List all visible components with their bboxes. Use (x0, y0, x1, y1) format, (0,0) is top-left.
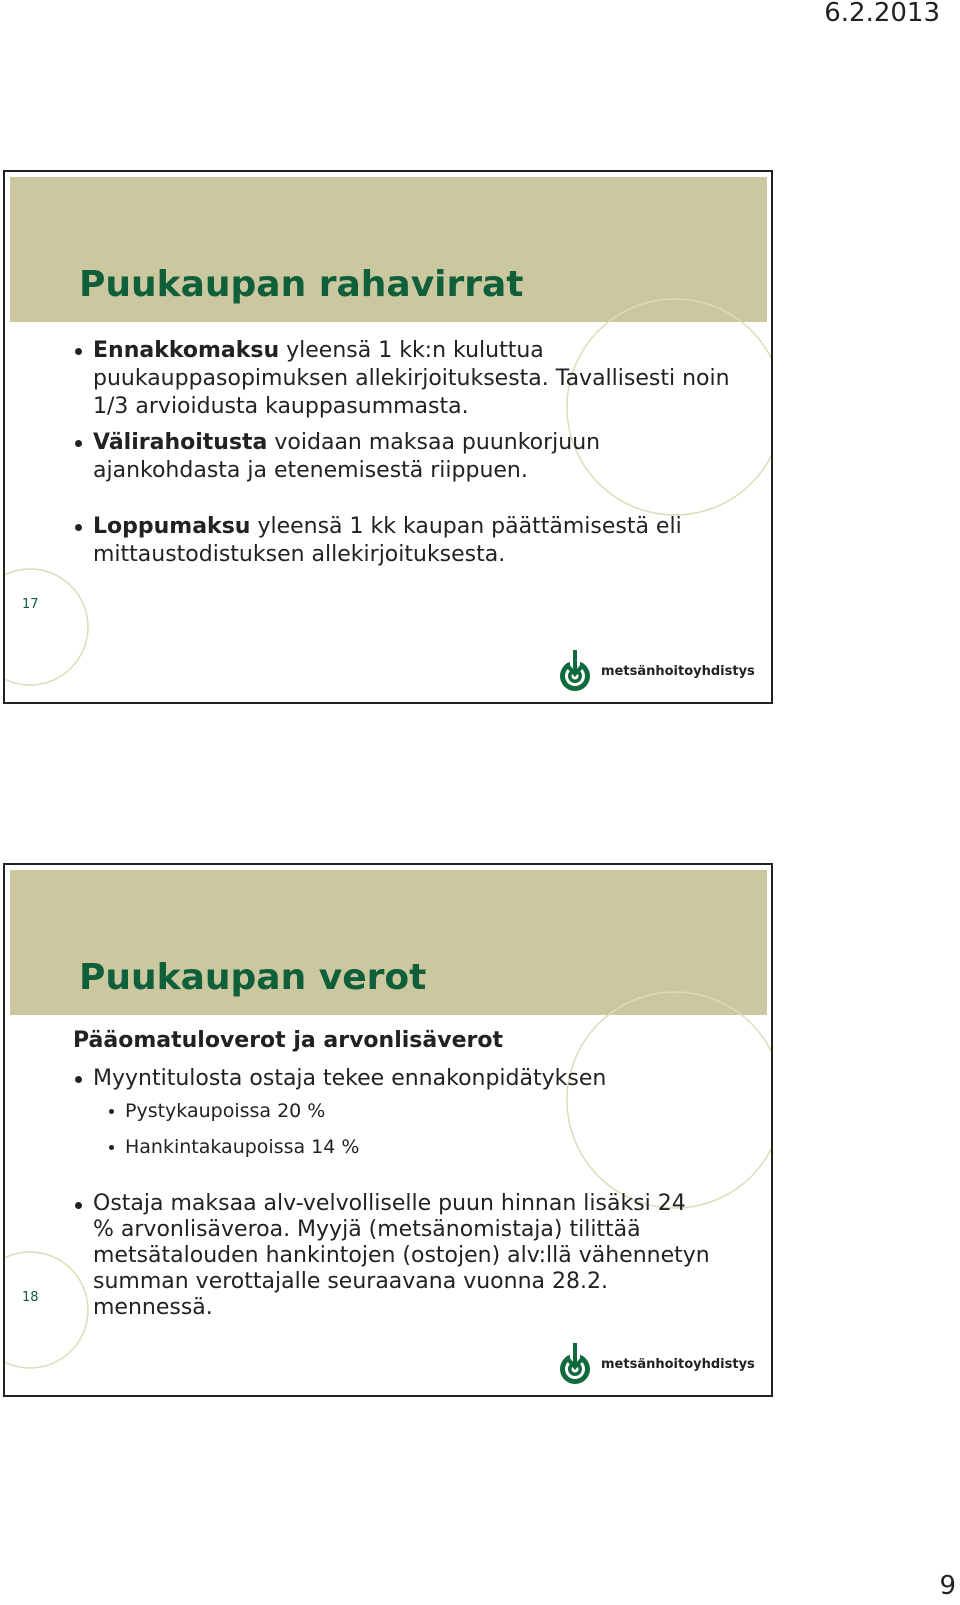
logo-icon (557, 1343, 593, 1385)
logo: metsänhoitoyhdistys (557, 1343, 755, 1385)
logo-icon (557, 650, 593, 692)
date: 6.2.2013 (824, 0, 940, 28)
page-number: 9 (939, 1571, 956, 1601)
bullet: Ennakkomaksu yleensä 1 kk:n kuluttua puukauppasopimuksen allekirjoituksesta. Tavallisesti noin 1/3 arvioidusta kauppasummasta. (73, 337, 733, 421)
bullet: Välirahoitusta voidaan maksaa puunkorjuun ajankohdasta ja etenemisestä riippuen. (73, 429, 683, 485)
slide-18 (3, 863, 773, 1397)
slide-title: Puukaupan rahavirrat (79, 264, 524, 305)
sub-bullet: Pystykaupoissa 20 % (73, 1097, 733, 1125)
slide-number: 18 (22, 1290, 39, 1305)
bullet: Loppumaksu yleensä 1 kk kaupan päättämisestä eli mittaustodistuksen allekirjoituksesta. (73, 513, 723, 569)
logo: metsänhoitoyhdistys (557, 650, 755, 692)
slide-number: 17 (22, 597, 39, 612)
subheading: Pääomatuloverot ja arvonlisäverot (73, 1028, 503, 1053)
slide-title: Puukaupan verot (79, 957, 427, 998)
bullet: Ostaja maksaa alv-velvolliselle puun hinnan lisäksi 24 % arvonlisäveroa. Myyjä (metsänomistaja) tilittää metsätalouden hankintojen (ostojen) alv:llä vähennetyn summan verottajalle seuraavana vuonna 28.2. mennessä. (73, 1191, 713, 1321)
sub-bullet: Hankintakaupoissa 14 % (73, 1133, 733, 1161)
slide-17 (3, 170, 773, 704)
bullet: Myyntitulosta ostaja tekee ennakonpidätyksen (73, 1065, 733, 1093)
